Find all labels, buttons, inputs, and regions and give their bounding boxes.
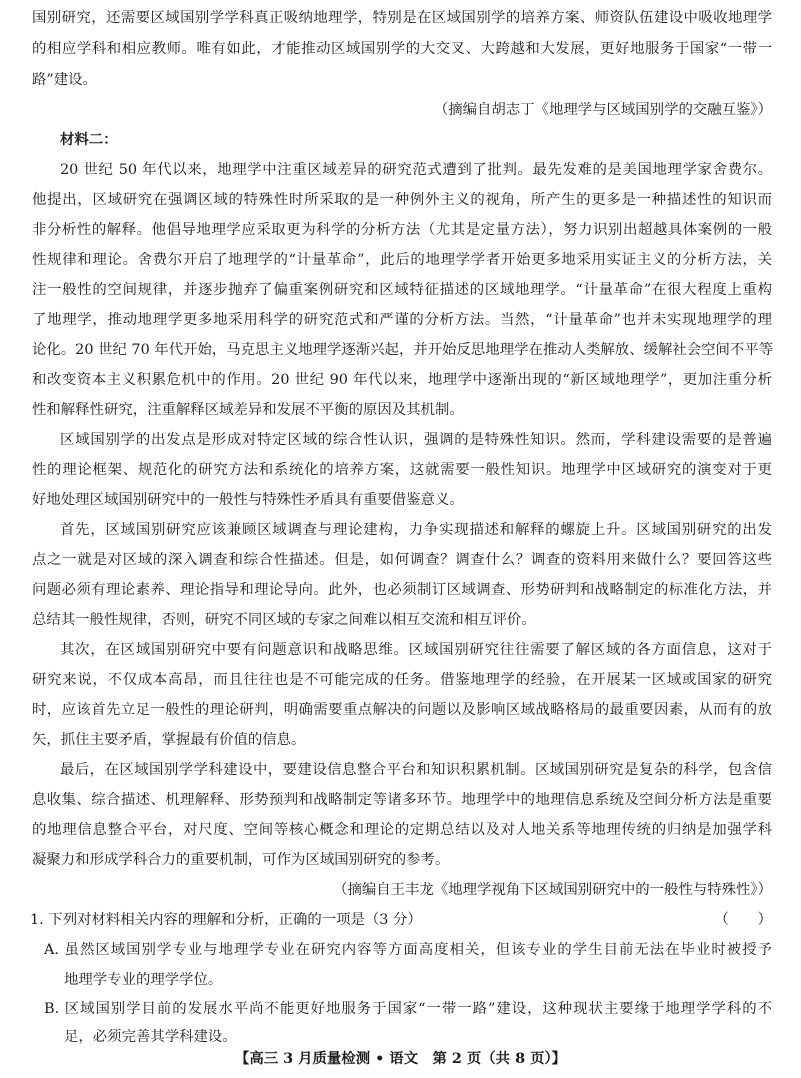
text-line: 点之一就是对区域的深入调查和综合性描述。但是，如何调查？调查什么？调查的资料用来做什么？要回答这些 [32, 552, 772, 568]
text-line: 好地处理区域国别研究中的一般性与特殊性矛盾具有重要借鉴意义。 [32, 492, 464, 508]
text-line: 了地理学，推动地理学更多地采用科学的研究范式和严谨的分析方法。当然，“计量革命”也并未实现地理学的理 [32, 312, 772, 328]
question-stem: 1. 下列对材料相关内容的理解和分析，正确的一项是（3 分） [30, 912, 422, 928]
text-line: 性的理论框架、规范化的研究方法和系统化的培养方案，这就需要一般性知识。地理学中区域研究的演变对于更 [32, 462, 772, 478]
text-line: 路”建设。 [32, 72, 97, 88]
option-b-cont: 足，必须完善其学科建设。 [64, 1029, 237, 1045]
answer-bracket: （ ） [714, 912, 772, 928]
text-line: 的地理信息整合平台，对尺度、空间等核心概念和理论的定期总结以及对人地关系等地理传统的归纳是加强学科 [32, 822, 772, 838]
text-line: 息收集、综合描述、机理解释、形势预判和战略制定等诸多环节。地理学中的地理信息系统及空间分析方法是重要 [32, 792, 772, 808]
text-line: 论化。20 世纪 70 年代开始，马克思主义地理学逐渐兴起，并开始反思地理学在推动人类解放、缓解社会空间不平等 [32, 342, 774, 358]
text-line: 总结其一般性规律，否则，研究不同区域的专家之间难以相互交流和相互评价。 [32, 612, 536, 628]
paragraph-first-line: 首先，区域国别研究应该兼顾区域调查与理论建构，力争实现描述和解释的螺旋上升。区域国别研究的出发 [60, 522, 772, 538]
text-line: 非分析性的解释。他倡导地理学应采取更为科学的分析方法（尤其是定量方法），努力识别出超越具体案例的一般 [32, 222, 772, 238]
text-line: 性和解释性研究，注重解释区域差异和发展不平衡的原因及其机制。 [32, 402, 464, 418]
paragraph-first-line: 区域国别学的出发点是形成对特定区域的综合性认识，强调的是特殊性知识。然而，学科建设需要的是普遍 [60, 432, 772, 448]
text-line: 时，应该首先立足一般性的理论研判，明确需要重点解决的问题以及影响区域战略格局的最重要因素，从而有的放 [32, 702, 772, 718]
text-line: 研究来说，不仅成本高昂，而且往往也是不可能完成的任务。借鉴地理学的经验，在开展某一区域或国家的研究 [32, 672, 772, 688]
text-line: 性规律和理论。舍费尔开启了地理学的“计量革命”，此后的地理学学者开始更多地采用实证主义的分析方法，关 [32, 252, 772, 268]
text-line: 他提出，区域研究在强调区域的特殊性时所采取的是一种例外主义的视角，所产生的更多是一种描述性的知识而 [32, 192, 772, 208]
source-citation: （摘编自王丰龙《地理学视角下区域国别研究中的一般性与特殊性》） [333, 882, 772, 898]
text-line: 注一般性的空间规律，并逐步抛弃了偏重案例研究和区域特征描述的区域地理学。“计量革命”在很大程度上重构 [32, 282, 772, 298]
source-citation: （摘编自胡志丁《地理学与区域国别学的交融互鉴》） [433, 102, 772, 118]
option-a: A. 虽然区域国别学专业与地理学专业在研究内容等方面高度相关，但该专业的学生目前无法在毕业时被授予 [44, 942, 772, 958]
option-a-cont: 地理学专业的理学学位。 [64, 972, 223, 988]
text-line: 国别研究，还需要区域国别学学科真正吸纳地理学，特别是在区域国别学的培养方案、师资队伍建设中吸收地理学 [32, 10, 772, 26]
page-footer: 【高三 3 月质量检测 • 语文 第 2 页（共 8 页）】 [234, 1050, 567, 1067]
paragraph-first-line: 20 世纪 50 年代以来，地理学中注重区域差异的研究范式遭到了批判。最先发难的是美国地理学家舍费尔。 [60, 162, 772, 178]
text-line: 矢，抓住主要矛盾，掌握最有价值的信息。 [32, 732, 306, 748]
text-line: 凝聚力和形成学科合力的重要机制，可作为区域国别研究的参考。 [32, 852, 450, 868]
text-line: 问题必须有理论素养、理论指导和理论导向。此外，也必须制订区域调查、形势研判和战略制定的标准化方法，并 [32, 582, 772, 598]
paragraph-first-line: 最后，在区域国别学学科建设中，要建设信息整合平台和知识积累机制。区域国别研究是复杂的科学，包含信 [60, 762, 772, 778]
option-b: B. 区域国别学目前的发展水平尚不能更好地服务于国家“一带一路”建设，这种现状主要缘于地理学学科的不 [44, 1001, 772, 1017]
text-line: 的相应学科和相应教师。唯有如此，才能推动区域国别学的大交叉、大跨越和大发展，更好地服务于国家“一带一 [32, 41, 772, 57]
section-heading: 材料二： [60, 131, 118, 148]
paragraph-first-line: 其次，在区域国别研究中要有问题意识和战略思维。区域国别研究往往需要了解区域的各方面信息，这对于 [60, 642, 772, 658]
text-line: 和改变资本主义积累危机中的作用。20 世纪 90 年代以来，地理学中逐渐出现的“新区域地理学”，更加注重分析 [32, 372, 772, 388]
